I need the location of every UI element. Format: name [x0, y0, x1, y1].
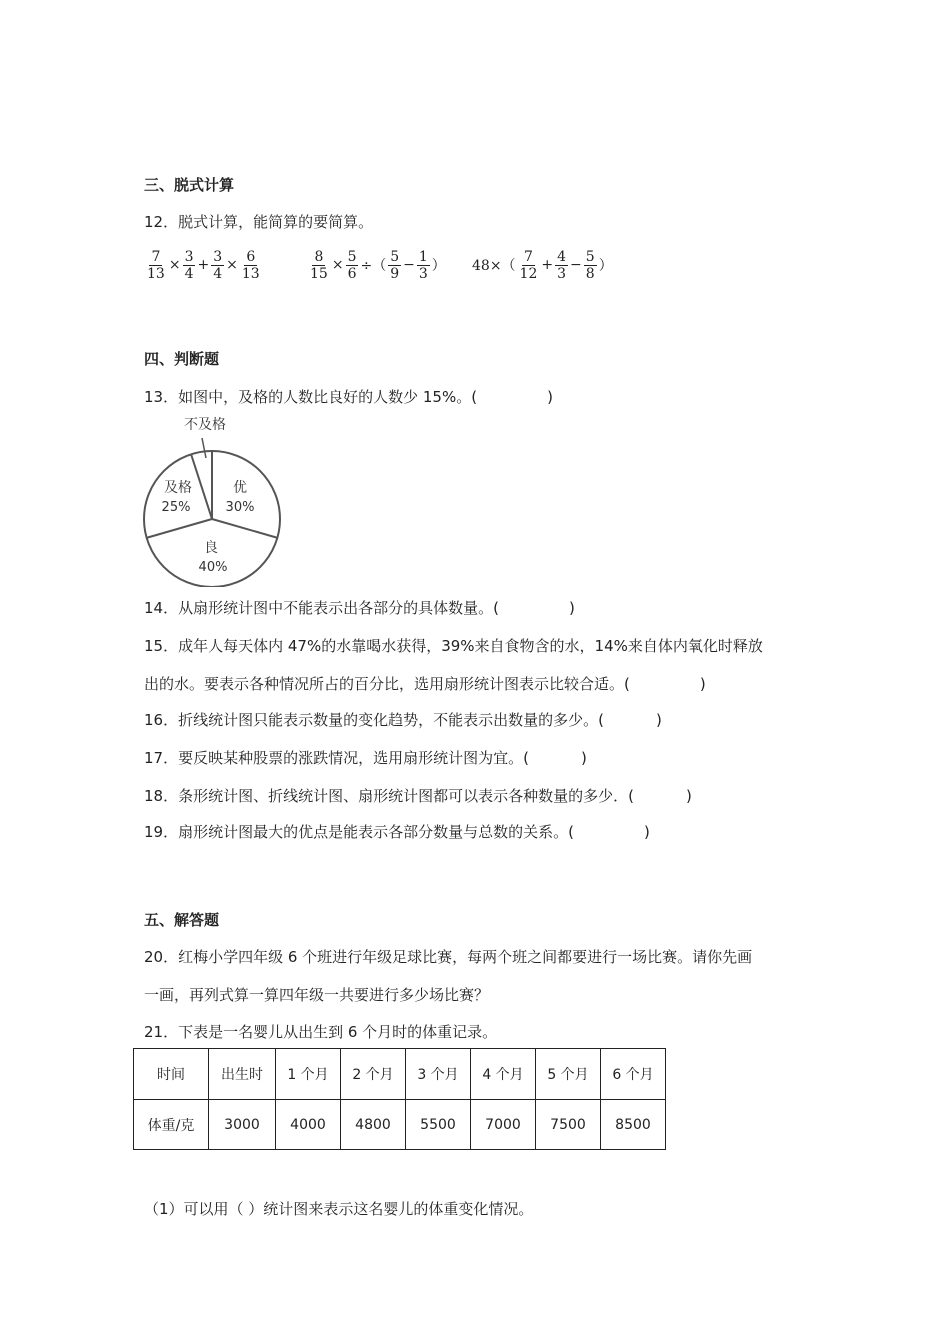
question-18-text: 18．条形统计图、折线统计图、扇形统计图都可以表示各种数量的多少．( — [144, 787, 634, 805]
table-cell: 1 个月 — [276, 1049, 341, 1100]
fraction: $\frac{1}{3}$ — [418, 248, 428, 282]
fraction: $\frac{3}{4}$ — [184, 248, 194, 282]
table-cell: 8500 — [601, 1100, 666, 1150]
question-16: 16．折线统计图只能表示数量的变化趋势，不能表示出数量的多少。( ) — [144, 711, 662, 729]
question-14-text: 14．从扇形统计图中不能表示出各部分的具体数量。( — [144, 599, 499, 617]
table-cell: 5 个月 — [536, 1049, 601, 1100]
fraction: $\frac{8}{15}$ — [310, 248, 328, 282]
section-heading-5: 五、解答题 — [144, 911, 220, 929]
fraction: $\frac{5}{8}$ — [585, 248, 595, 282]
fraction: $\frac{4}{3}$ — [557, 248, 567, 282]
table-cell: 3 个月 — [406, 1049, 471, 1100]
pie-label-pass: 及格 — [164, 480, 192, 496]
question-17-text: 17．要反映某种股票的涨跌情况，选用扇形统计图为宜。( — [144, 749, 529, 767]
question-19: 19．扇形统计图最大的优点是能表示各部分数量与总数的关系。( ) — [144, 823, 650, 841]
question-19-text: 19．扇形统计图最大的优点是能表示各部分数量与总数的关系。( — [144, 823, 574, 841]
pie-divider-left — [146, 519, 212, 538]
pie-divider-left-top — [191, 454, 212, 519]
expression-1: $\frac{7}{13}$ × $\frac{3}{4}$ + $\frac{3}{4}$ × $\frac{6}{13}$ — [147, 248, 260, 282]
fraction: $\frac{7}{13}$ — [147, 248, 165, 282]
fraction: $\frac{5}{6}$ — [347, 248, 357, 282]
pie-value-excellent: 30% — [225, 500, 255, 515]
pie-value-pass: 25% — [161, 500, 191, 515]
question-21-sub1: （1）可以用（ ）统计图来表示这名婴儿的体重变化情况。 — [144, 1200, 534, 1218]
pie-chart — [140, 412, 290, 587]
question-15-line1: 15．成年人每天体内 47%的水靠喝水获得，39%来自食物含的水，14%来自体内氧化时释放 — [144, 637, 763, 655]
table-cell: 时间 — [134, 1049, 209, 1100]
question-13: 13．如图中，及格的人数比良好的人数少 15%。( ) — [144, 388, 553, 406]
pie-label-excellent: 优 — [233, 480, 247, 496]
table-cell: 4800 — [341, 1100, 406, 1150]
fraction: $\frac{5}{9}$ — [390, 248, 400, 282]
section-heading-4: 四、判断题 — [144, 350, 220, 368]
question-17: 17．要反映某种股票的涨跌情况，选用扇形统计图为宜。( ) — [144, 749, 587, 767]
pie-value-good: 40% — [198, 560, 228, 575]
table-cell: 4000 — [276, 1100, 341, 1150]
question-12-text: 12．脱式计算，能简算的要简算。 — [144, 213, 374, 231]
fraction: $\frac{3}{4}$ — [213, 248, 223, 282]
question-16-text: 16．折线统计图只能表示数量的变化趋势，不能表示出数量的多少。( — [144, 711, 604, 729]
table-row — [134, 1100, 666, 1150]
question-20-line2: 一画，再列式算一算四年级一共要进行多少场比赛？ — [144, 986, 490, 1004]
expression-3: 48×（ $\frac{7}{12}$ + $\frac{4}{3}$ − $\frac{5}{8}$ ） — [472, 248, 613, 282]
fraction: $\frac{7}{12}$ — [519, 248, 538, 282]
question-18: 18．条形统计图、折线统计图、扇形统计图都可以表示各种数量的多少．( ) — [144, 787, 692, 805]
question-15-line2: 出的水。要表示各种情况所占的百分比，选用扇形统计图表示比较合适。( ) — [144, 675, 706, 693]
expression-2: $\frac{8}{15}$ × $\frac{5}{6}$ ÷（ $\frac{5}{9}$ − $\frac{1}{3}$ ） — [310, 248, 446, 282]
table-header-row — [134, 1049, 666, 1100]
table-cell: 体重/克 — [134, 1100, 209, 1150]
question-21-text: 21．下表是一名婴儿从出生到 6 个月时的体重记录。 — [144, 1023, 498, 1041]
pie-divider-right — [212, 519, 278, 538]
question-20-line1: 20．红梅小学四年级 6 个班进行年级足球比赛，每两个班之间都要进行一场比赛。请你先画 — [144, 948, 753, 966]
table-cell: 7000 — [471, 1100, 536, 1150]
table-cell: 4 个月 — [471, 1049, 536, 1100]
pie-label-fail: 不及格 — [184, 417, 226, 433]
fraction: $\frac{6}{13}$ — [241, 248, 260, 282]
table-cell: 5500 — [406, 1100, 471, 1150]
table-cell: 2 个月 — [341, 1049, 406, 1100]
question-13-text: 13．如图中，及格的人数比良好的人数少 15%。( — [144, 388, 478, 406]
table-cell: 6 个月 — [601, 1049, 666, 1100]
pie-label-good: 良 — [204, 540, 218, 556]
pie-callout-line — [202, 438, 206, 458]
table-cell: 3000 — [209, 1100, 276, 1150]
table-cell: 7500 — [536, 1100, 601, 1150]
section-heading-3: 三、脱式计算 — [144, 176, 235, 194]
table-cell: 出生时 — [209, 1049, 276, 1100]
weight-table — [133, 1048, 666, 1150]
question-14: 14．从扇形统计图中不能表示出各部分的具体数量。( ) — [144, 599, 575, 617]
